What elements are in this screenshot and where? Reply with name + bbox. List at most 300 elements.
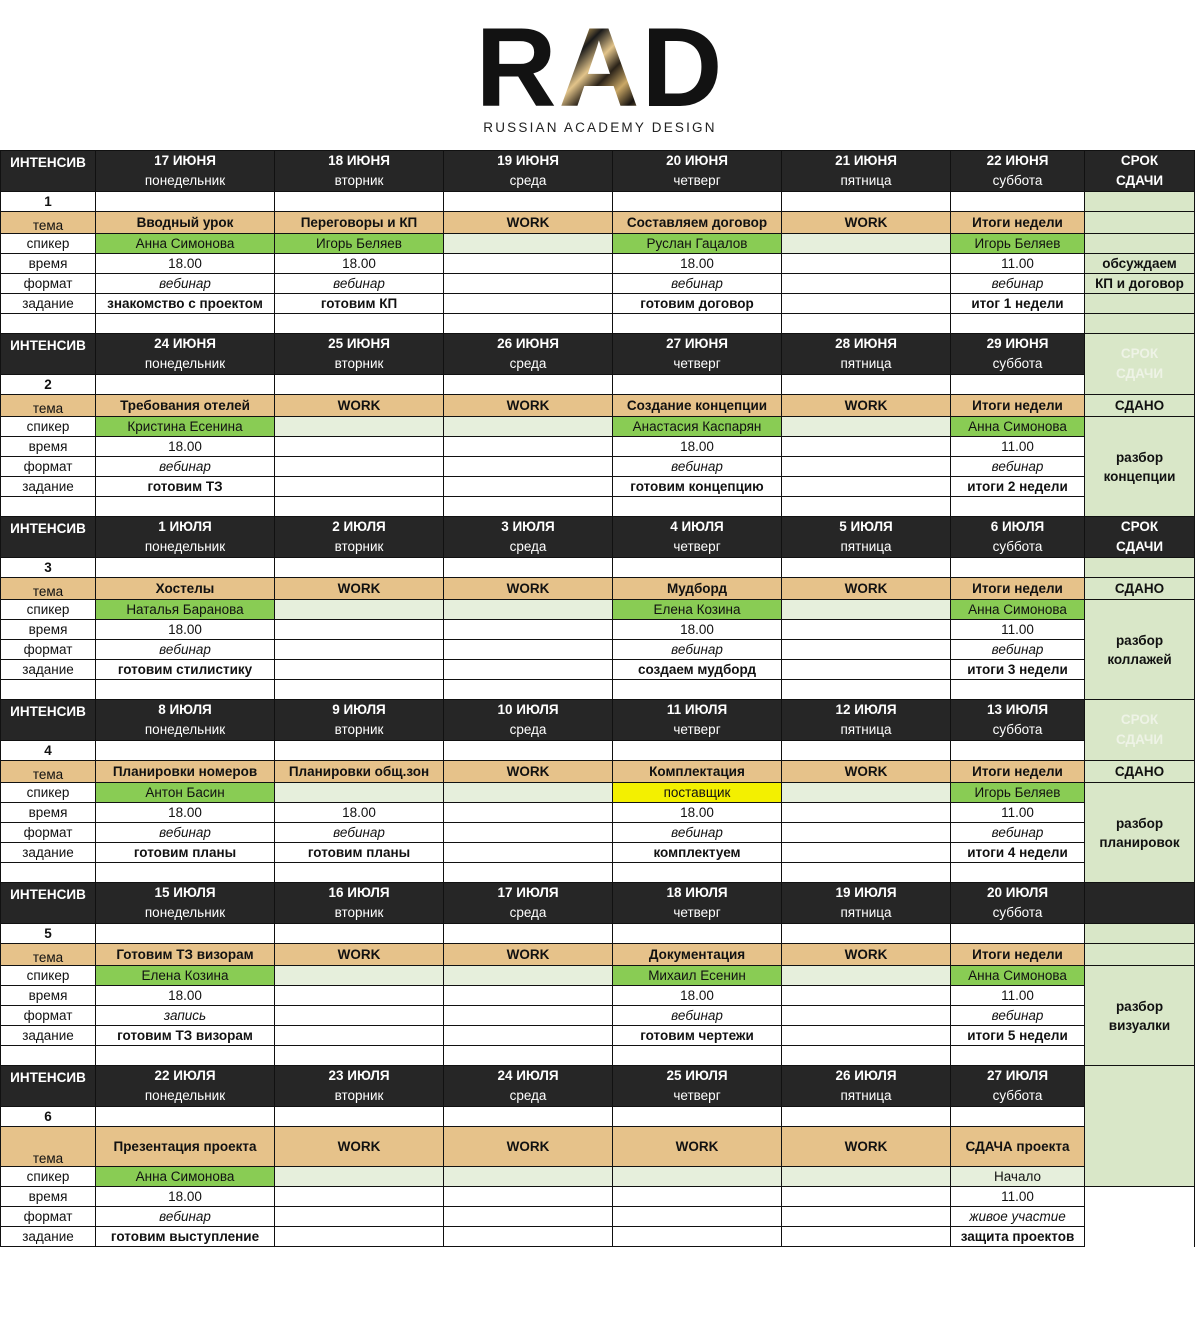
empty-cell	[444, 924, 613, 944]
empty-cell	[613, 1046, 782, 1066]
speaker-cell	[275, 783, 444, 803]
format-cell: вебинар	[951, 1006, 1085, 1026]
work-topic: WORK	[275, 1127, 444, 1167]
speaker-cell: Начало	[951, 1167, 1085, 1187]
day-header	[96, 517, 275, 558]
speaker-cell	[782, 600, 951, 620]
format-cell	[444, 1207, 613, 1227]
deadline-note: обсуждаем	[1085, 254, 1195, 274]
empty-cell	[444, 741, 613, 761]
speaker-cell	[275, 417, 444, 437]
format-cell: вебинар	[951, 640, 1085, 660]
format-cell	[782, 1207, 951, 1227]
speaker-cell	[782, 783, 951, 803]
day-header-line2: понедельник	[144, 539, 226, 554]
task-cell	[444, 1227, 613, 1247]
day-header	[444, 334, 613, 375]
day-header	[782, 700, 951, 741]
topic-cell: Создание концепции	[613, 395, 782, 417]
task-cell: готовим договор	[613, 294, 782, 314]
format-cell	[444, 1006, 613, 1026]
day-header	[444, 1066, 613, 1107]
day-header-line2: суббота	[992, 905, 1043, 920]
deadline-blank	[1085, 212, 1195, 234]
topic-label: тема	[1, 1127, 96, 1167]
topic-row	[1, 212, 1195, 234]
topic-cell: Комплектация	[613, 761, 782, 783]
topic-label: тема	[1, 212, 96, 234]
format-row	[1, 640, 1195, 660]
work-topic: WORK	[444, 944, 613, 966]
deadline-note-line1: разбор	[1115, 449, 1164, 465]
format-cell: вебинар	[951, 274, 1085, 294]
week-number-row	[1, 924, 1195, 944]
day-header	[613, 151, 782, 192]
format-label: формат	[1, 640, 96, 660]
topic-label: тема	[1, 578, 96, 600]
week-number: 3	[1, 558, 96, 578]
topic-label: тема	[1, 761, 96, 783]
deadline-note-line1: разбор	[1115, 815, 1164, 831]
speaker-cell: Игорь Беляев	[951, 234, 1085, 254]
time-label: время	[1, 437, 96, 457]
deadline-header	[1085, 517, 1195, 558]
logo-letter-d: D	[641, 5, 725, 130]
empty-cell	[951, 375, 1085, 395]
deadline-note-line2: концепции	[1103, 468, 1176, 484]
day-header	[782, 1066, 951, 1107]
time-cell	[782, 1187, 951, 1207]
deadline-blank	[1085, 314, 1195, 334]
deadline-note-line2: визуалки	[1108, 1017, 1171, 1033]
spacer-row	[1, 497, 1195, 517]
empty-cell	[782, 558, 951, 578]
task-cell: итоги 3 недели	[951, 660, 1085, 680]
task-cell	[444, 477, 613, 497]
work-topic: WORK	[782, 761, 951, 783]
task-row	[1, 843, 1195, 863]
day-header	[613, 700, 782, 741]
time-cell: 18.00	[275, 254, 444, 274]
deadline-note-line2: планировок	[1099, 834, 1180, 850]
day-header-line1: 15 ИЮЛЯ	[154, 885, 216, 900]
deadline-note	[1085, 417, 1195, 517]
empty-cell	[444, 558, 613, 578]
week-number: 1	[1, 192, 96, 212]
day-header-line2: вторник	[334, 539, 384, 554]
speaker-cell	[444, 417, 613, 437]
deadline-status: СДАНО	[1085, 395, 1195, 417]
empty-cell	[782, 680, 951, 700]
day-header	[444, 883, 613, 924]
format-cell	[782, 1006, 951, 1026]
intensive-label: ИНТЕНСИВ	[1, 151, 96, 192]
deadline-note	[1085, 966, 1195, 1066]
empty-cell	[613, 924, 782, 944]
empty-cell	[1, 1046, 96, 1066]
format-cell: вебинар	[96, 1207, 275, 1227]
time-cell: 11.00	[951, 620, 1085, 640]
time-label: время	[1, 620, 96, 640]
day-header-line2: четверг	[673, 356, 721, 371]
task-cell: готовим стилистику	[96, 660, 275, 680]
empty-cell	[951, 863, 1085, 883]
week-number-row	[1, 558, 1195, 578]
topic-cell: Готовим ТЗ визорам	[96, 944, 275, 966]
time-row	[1, 254, 1195, 274]
deadline-blank	[1085, 192, 1195, 212]
time-cell	[275, 437, 444, 457]
day-header-line2: среда	[509, 173, 547, 188]
task-row	[1, 1026, 1195, 1046]
format-cell	[782, 823, 951, 843]
deadline-side-cell	[1085, 1066, 1195, 1187]
deadline-blank	[1085, 944, 1195, 966]
day-header-line2: вторник	[334, 356, 384, 371]
empty-cell	[275, 192, 444, 212]
day-header-line2: четверг	[673, 173, 721, 188]
empty-cell	[1, 863, 96, 883]
deadline-status: СДАНО	[1085, 578, 1195, 600]
time-cell: 18.00	[96, 986, 275, 1006]
empty-cell	[951, 314, 1085, 334]
week-header-row	[1, 334, 1195, 375]
day-header-line1: 24 ИЮНЯ	[154, 336, 216, 351]
day-header-line1: 6 ИЮЛЯ	[990, 519, 1045, 534]
time-row	[1, 437, 1195, 457]
day-header-line2: среда	[509, 539, 547, 554]
empty-cell	[444, 863, 613, 883]
time-cell	[444, 437, 613, 457]
empty-cell	[444, 497, 613, 517]
work-topic: WORK	[613, 1127, 782, 1167]
day-header	[96, 883, 275, 924]
time-cell: 11.00	[951, 437, 1085, 457]
day-header-line2: суббота	[992, 722, 1043, 737]
speaker-row	[1, 966, 1195, 986]
speaker-cell	[782, 966, 951, 986]
topic-row	[1, 1127, 1195, 1167]
day-header-line1: 2 ИЮЛЯ	[332, 519, 386, 534]
speaker-cell	[444, 1167, 613, 1187]
time-cell	[275, 620, 444, 640]
week-header-row	[1, 151, 1195, 192]
task-cell	[782, 294, 951, 314]
format-cell: запись	[96, 1006, 275, 1026]
time-cell: 11.00	[951, 986, 1085, 1006]
topic-cell: Планировки номеров	[96, 761, 275, 783]
deadline-note	[1085, 783, 1195, 883]
time-cell: 18.00	[96, 437, 275, 457]
format-cell	[275, 1006, 444, 1026]
time-cell: 18.00	[613, 620, 782, 640]
task-cell	[782, 660, 951, 680]
day-header-line2: понедельник	[144, 173, 226, 188]
speaker-cell: Наталья Баранова	[96, 600, 275, 620]
format-cell	[782, 640, 951, 660]
task-label: задание	[1, 1227, 96, 1247]
time-cell: 18.00	[96, 1187, 275, 1207]
time-cell: 18.00	[613, 803, 782, 823]
day-header-line1: 22 ИЮЛЯ	[154, 1068, 216, 1083]
day-header-line1: 1 ИЮЛЯ	[158, 519, 212, 534]
day-header-line1: 21 ИЮНЯ	[835, 153, 897, 168]
task-cell: готовим концепцию	[613, 477, 782, 497]
time-cell	[444, 986, 613, 1006]
day-header-line1: 27 ИЮНЯ	[666, 336, 728, 351]
format-label: формат	[1, 1006, 96, 1026]
logo-letter-a: A	[558, 5, 642, 130]
empty-cell	[275, 741, 444, 761]
work-topic: WORK	[444, 212, 613, 234]
work-topic: WORK	[275, 578, 444, 600]
task-cell	[613, 1227, 782, 1247]
day-header-line2: суббота	[992, 356, 1043, 371]
day-header-line1: 22 ИЮНЯ	[986, 153, 1049, 168]
day-header-line2: понедельник	[144, 356, 226, 371]
task-cell: итоги 4 недели	[951, 843, 1085, 863]
day-header	[951, 1066, 1085, 1107]
task-cell	[782, 477, 951, 497]
speaker-cell: Михаил Есенин	[613, 966, 782, 986]
task-cell: итоги 5 недели	[951, 1026, 1085, 1046]
task-cell: готовим планы	[275, 843, 444, 863]
empty-cell	[275, 375, 444, 395]
day-header	[782, 517, 951, 558]
time-cell: 18.00	[96, 803, 275, 823]
deadline-blank	[1085, 234, 1195, 254]
speaker-cell	[782, 417, 951, 437]
day-header-line1: 8 ИЮЛЯ	[158, 702, 212, 717]
work-topic: WORK	[782, 212, 951, 234]
deadline-blank	[1085, 558, 1195, 578]
task-cell	[275, 660, 444, 680]
empty-cell	[782, 192, 951, 212]
empty-cell	[275, 863, 444, 883]
time-cell: 18.00	[613, 986, 782, 1006]
day-header-line2: четверг	[673, 1088, 721, 1103]
deadline-header	[1085, 700, 1195, 761]
empty-cell	[96, 375, 275, 395]
task-cell	[444, 1026, 613, 1046]
deadline-header	[1085, 151, 1195, 192]
speaker-row	[1, 417, 1195, 437]
time-cell: 18.00	[613, 254, 782, 274]
speaker-cell	[275, 600, 444, 620]
empty-cell	[444, 314, 613, 334]
empty-cell	[782, 924, 951, 944]
task-cell: итоги 2 недели	[951, 477, 1085, 497]
day-header-line1: 25 ИЮНЯ	[328, 336, 390, 351]
day-header-line1: 17 ИЮЛЯ	[497, 885, 559, 900]
format-cell: вебинар	[613, 1006, 782, 1026]
day-header	[951, 517, 1085, 558]
speaker-cell: Елена Козина	[613, 600, 782, 620]
day-header	[613, 334, 782, 375]
empty-cell	[96, 863, 275, 883]
format-cell: вебинар	[613, 823, 782, 843]
speaker-cell: Елена Козина	[96, 966, 275, 986]
day-header-line1: 23 ИЮЛЯ	[328, 1068, 390, 1083]
week-number: 2	[1, 375, 96, 395]
speaker-cell: Игорь Беляев	[275, 234, 444, 254]
format-cell: вебинар	[951, 823, 1085, 843]
day-header-line1: 27 ИЮЛЯ	[986, 1068, 1049, 1083]
topic-cell: Планировки общ.зон	[275, 761, 444, 783]
day-header-line1: 28 ИЮНЯ	[835, 336, 897, 351]
task-cell: готовим ТЗ визорам	[96, 1026, 275, 1046]
empty-cell	[275, 1046, 444, 1066]
week-number: 4	[1, 741, 96, 761]
topic-label: тема	[1, 395, 96, 417]
schedule-table	[0, 150, 1195, 1247]
empty-cell	[782, 497, 951, 517]
task-label: задание	[1, 477, 96, 497]
empty-cell	[96, 1107, 275, 1127]
day-header-line2: понедельник	[144, 722, 226, 737]
work-topic: WORK	[444, 1127, 613, 1167]
task-cell	[444, 843, 613, 863]
spacer-row	[1, 1046, 1195, 1066]
week-header-row	[1, 517, 1195, 558]
time-cell	[782, 803, 951, 823]
speaker-cell: Анастасия Каспарян	[613, 417, 782, 437]
work-topic: WORK	[275, 944, 444, 966]
deadline-header-line2: СДАЧИ	[1115, 173, 1164, 188]
speaker-cell	[275, 966, 444, 986]
day-header-line2: вторник	[334, 905, 384, 920]
empty-cell	[951, 741, 1085, 761]
intensive-label: ИНТЕНСИВ	[1, 334, 96, 375]
format-cell	[275, 640, 444, 660]
week-header-row	[1, 700, 1195, 741]
topic-cell: Итоги недели	[951, 944, 1085, 966]
format-row	[1, 457, 1195, 477]
deadline-header-line2: СДАЧИ	[1115, 539, 1164, 554]
day-header-line1: 20 ИЮЛЯ	[986, 885, 1049, 900]
empty-cell	[275, 314, 444, 334]
day-header-line2: четверг	[673, 905, 721, 920]
day-header	[782, 883, 951, 924]
day-header-line2: пятница	[840, 905, 892, 920]
task-cell: готовим ТЗ	[96, 477, 275, 497]
empty-cell	[444, 375, 613, 395]
day-header-line1: 11 ИЮЛЯ	[666, 702, 728, 717]
week-header-row	[1, 883, 1195, 924]
work-topic: WORK	[444, 761, 613, 783]
day-header	[444, 151, 613, 192]
day-header-line2: четверг	[673, 722, 721, 737]
empty-cell	[444, 1046, 613, 1066]
day-header	[951, 334, 1085, 375]
deadline-header-line2: СДАЧИ	[1115, 732, 1164, 747]
time-label: время	[1, 254, 96, 274]
format-label: формат	[1, 1207, 96, 1227]
week-number: 5	[1, 924, 96, 944]
time-cell	[444, 254, 613, 274]
format-cell: вебинар	[96, 274, 275, 294]
empty-cell	[782, 741, 951, 761]
speaker-cell: Анна Симонова	[951, 417, 1085, 437]
empty-cell	[613, 192, 782, 212]
empty-cell	[613, 741, 782, 761]
speaker-label: спикер	[1, 234, 96, 254]
day-header-line2: понедельник	[144, 905, 226, 920]
day-header-line2: пятница	[840, 722, 892, 737]
week-number-row	[1, 375, 1195, 395]
day-header-line1: 9 ИЮЛЯ	[332, 702, 386, 717]
speaker-cell	[613, 1167, 782, 1187]
empty-cell	[1, 680, 96, 700]
day-header	[782, 151, 951, 192]
format-label: формат	[1, 274, 96, 294]
topic-cell: Итоги недели	[951, 395, 1085, 417]
deadline-note-line2: коллажей	[1107, 651, 1172, 667]
time-cell	[275, 1187, 444, 1207]
speaker-cell: Игорь Беляев	[951, 783, 1085, 803]
week-number-row	[1, 741, 1195, 761]
empty-cell	[275, 497, 444, 517]
empty-cell	[1, 497, 96, 517]
day-header-line1: 5 ИЮЛЯ	[839, 519, 893, 534]
task-cell: готовим КП	[275, 294, 444, 314]
day-header	[275, 700, 444, 741]
empty-cell	[613, 314, 782, 334]
empty-cell	[782, 1107, 951, 1127]
day-header-line1: 3 ИЮЛЯ	[501, 519, 555, 534]
format-cell	[613, 1207, 782, 1227]
deadline-header	[1085, 334, 1195, 395]
day-header-line2: вторник	[334, 173, 384, 188]
time-cell: 11.00	[951, 803, 1085, 823]
format-cell: вебинар	[275, 274, 444, 294]
format-cell	[444, 640, 613, 660]
task-cell	[782, 1227, 951, 1247]
speaker-label: спикер	[1, 600, 96, 620]
day-header-line2: суббота	[992, 539, 1043, 554]
week-header-row	[1, 1066, 1195, 1107]
speaker-cell: поставщик	[613, 783, 782, 803]
day-header-line2: суббота	[992, 1088, 1043, 1103]
format-cell	[444, 457, 613, 477]
empty-cell	[613, 497, 782, 517]
week-number-row	[1, 1107, 1195, 1127]
day-header-line1: 26 ИЮЛЯ	[835, 1068, 897, 1083]
task-cell: комплектуем	[613, 843, 782, 863]
format-cell: вебинар	[96, 457, 275, 477]
day-header-line2: среда	[509, 722, 547, 737]
day-header	[444, 517, 613, 558]
task-cell: итог 1 недели	[951, 294, 1085, 314]
day-header	[275, 883, 444, 924]
empty-cell	[782, 1046, 951, 1066]
topic-label: тема	[1, 944, 96, 966]
topic-cell: Требования отелей	[96, 395, 275, 417]
spacer-row	[1, 863, 1195, 883]
week-number-row	[1, 192, 1195, 212]
empty-cell	[782, 314, 951, 334]
time-cell: 11.00	[951, 1187, 1085, 1207]
speaker-row	[1, 234, 1195, 254]
speaker-cell: Анна Симонова	[96, 1167, 275, 1187]
topic-cell: Мудборд	[613, 578, 782, 600]
day-header	[275, 151, 444, 192]
speaker-cell: Анна Симонова	[951, 966, 1085, 986]
task-label: задание	[1, 660, 96, 680]
day-header-line2: вторник	[334, 722, 384, 737]
task-cell	[275, 1026, 444, 1046]
empty-cell	[444, 1107, 613, 1127]
